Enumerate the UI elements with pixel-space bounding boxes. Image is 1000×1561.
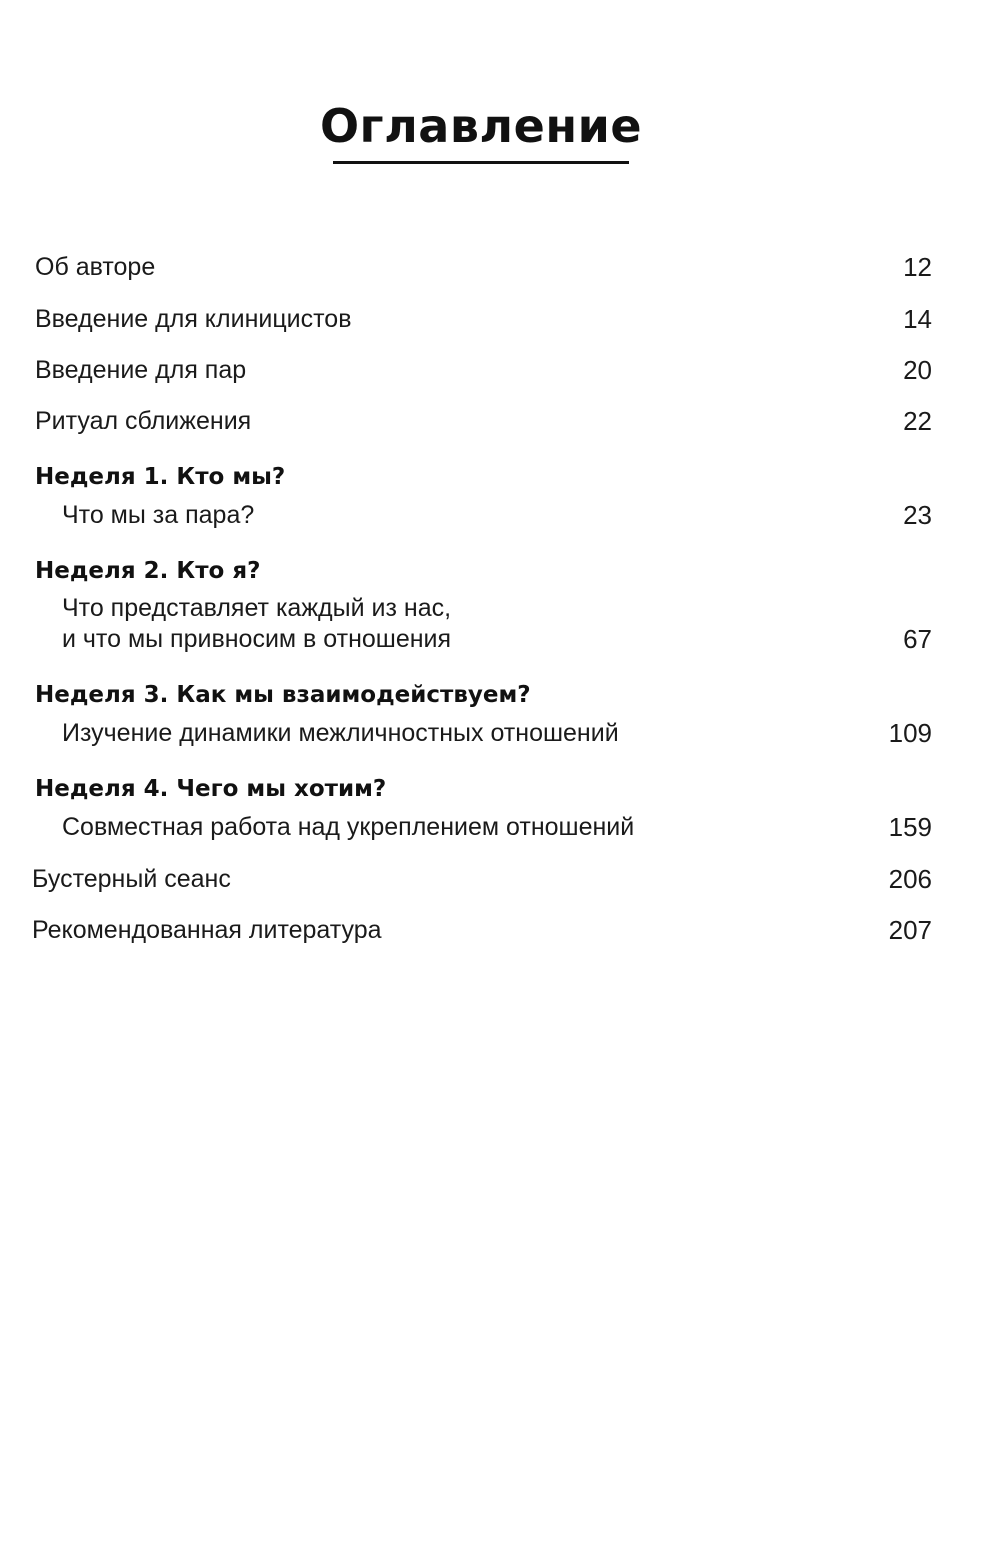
toc-entry-page: 207 <box>888 915 932 945</box>
toc-entry-ritual[interactable] <box>35 405 932 437</box>
toc-entry-page: 12 <box>903 252 932 282</box>
toc-entry-page: 22 <box>903 406 932 436</box>
toc-entry-page: 23 <box>903 500 932 530</box>
toc-entry-booster[interactable] <box>32 863 932 895</box>
toc-entry-intro-couples[interactable] <box>35 354 932 386</box>
toc-entry-page: 206 <box>888 864 932 894</box>
toc-entry-page: 14 <box>903 304 932 334</box>
toc-entry-label-line: и что мы привносим в отношения <box>62 625 452 653</box>
toc-entry-label: Ритуал сближения <box>35 407 252 435</box>
toc-entry-intro-clinicians[interactable] <box>35 303 932 335</box>
toc-entry-label: Изучение динамики межличностных отношений <box>62 719 619 747</box>
toc-entry-page: 20 <box>903 355 932 385</box>
toc-entry-week-2[interactable] <box>35 593 932 655</box>
toc-entry-label: Рекомендованная литература <box>32 916 382 944</box>
toc-entry-label: Совместная работа над укреплением отношений <box>62 813 635 841</box>
toc-entry-label: Об авторе <box>35 253 156 281</box>
toc-entry-label: Бустерный сеанс <box>32 865 231 893</box>
toc-entry-week-3[interactable] <box>35 717 932 749</box>
toc-entry-page: 159 <box>888 812 932 842</box>
toc-entry-week-4[interactable] <box>35 811 932 843</box>
toc-entry-page: 67 <box>903 624 932 654</box>
toc-entry-about-author[interactable] <box>35 251 932 283</box>
page-title: Оглавление <box>319 99 643 153</box>
toc-week-4-heading: Неделя 4. Чего мы хотим? <box>35 776 387 802</box>
toc-entry-label-line: Что представляет каждый из нас, <box>62 594 452 622</box>
toc-week-3-heading: Неделя 3. Как мы взаимодействуем? <box>35 682 531 708</box>
toc-entry-page: 109 <box>888 718 932 748</box>
toc-entry-label: Введение для клиницистов <box>35 305 352 333</box>
toc-entry-literature[interactable] <box>32 914 932 946</box>
toc-entry-week-1[interactable] <box>35 499 932 531</box>
toc-week-1-heading: Неделя 1. Кто мы? <box>35 464 286 490</box>
toc-entry-label: Что мы за пара? <box>62 501 255 529</box>
toc-week-2-heading: Неделя 2. Кто я? <box>35 558 261 584</box>
title-underline <box>333 161 629 164</box>
toc-entry-label: Введение для пар <box>35 356 247 384</box>
